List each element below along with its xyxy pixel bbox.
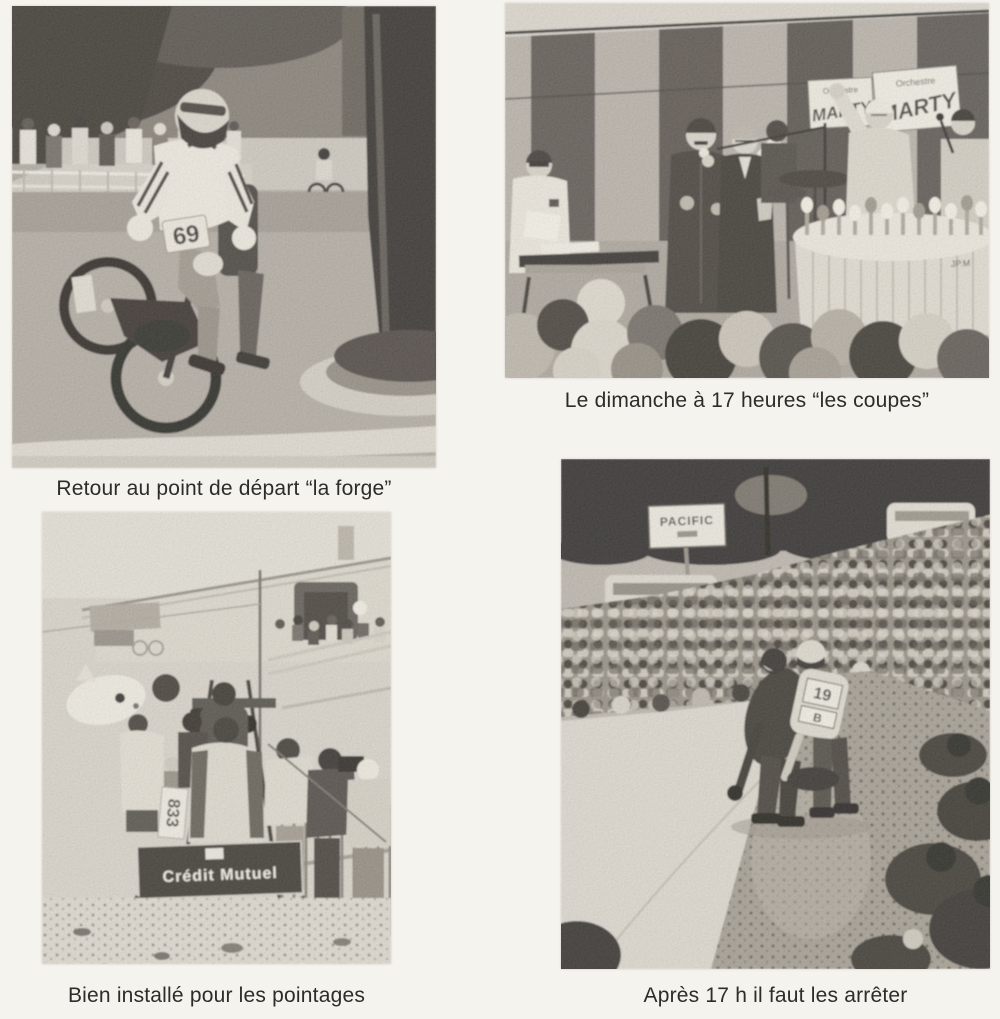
photo-depart	[12, 6, 436, 468]
photo-pointages	[42, 512, 391, 964]
photo-depart-image	[12, 6, 436, 468]
caption-arreter: Après 17 h il faut les arrêter	[643, 984, 908, 1007]
caption-pointages: Bien installé pour les pointages	[67, 984, 366, 1007]
photo-coupes	[505, 3, 989, 378]
photo-arreter-image	[561, 459, 990, 969]
film-grain	[12, 6, 436, 468]
film-grain	[42, 512, 391, 964]
caption-depart: Retour au point de départ “la forge”	[56, 477, 392, 500]
photo-coupes-image	[505, 3, 989, 378]
photo-pointages-image	[42, 512, 391, 964]
photo-arreter	[561, 459, 990, 969]
caption-coupes: Le dimanche à 17 heures “les coupes”	[564, 389, 930, 412]
film-grain	[505, 3, 989, 378]
film-grain	[561, 459, 990, 969]
